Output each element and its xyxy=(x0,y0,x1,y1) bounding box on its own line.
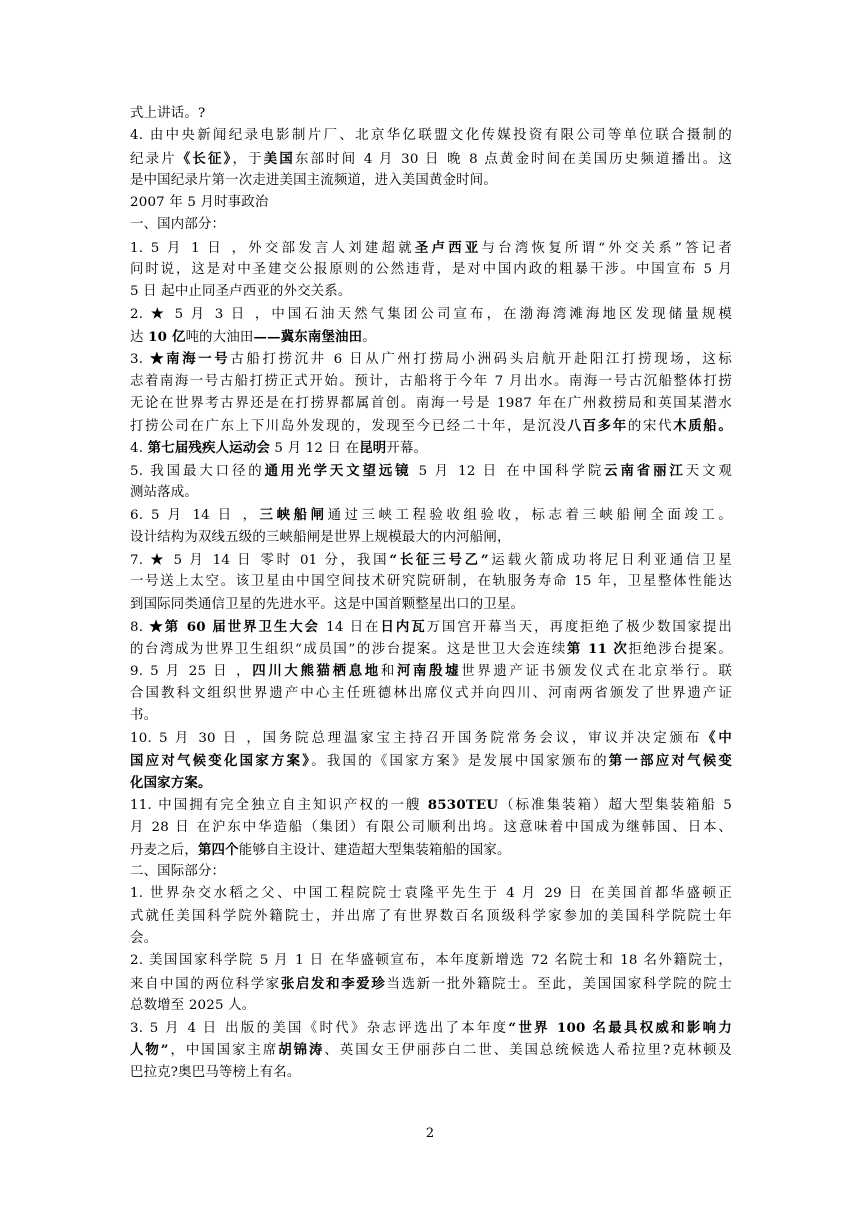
text-line xyxy=(130,125,732,147)
text-run: 无论在世界考古界还是在打捞界都属首创。南海一号是 1987 年在广州救捞局和英国某潜水 xyxy=(130,395,732,411)
text-line xyxy=(130,170,732,192)
bold-text: 第七届残疾人运动会 xyxy=(147,440,270,457)
text-run: 2. ★ 5 月 3 日 ，中国石油天然气集团公司宣布，在渤海湾滩海地区发现储量规模 xyxy=(130,306,732,322)
text-run: 10. 5 月 30 日 ，国务院总理温家宝主持召开国务院常务会议，审议并决定颁布 xyxy=(130,731,703,747)
text-line xyxy=(130,950,732,972)
text-line xyxy=(130,928,732,950)
bold-text: 四川大熊猫栖息地 xyxy=(252,663,381,680)
text-line xyxy=(130,794,732,816)
text-run: 9. 5 月 25 日 ， xyxy=(130,664,253,680)
text-run: 东部时间 4 月 30 日 晚 8 点黄金时间在美国历史频道播出。这 xyxy=(294,151,732,167)
text-run: 天文观 xyxy=(685,463,732,479)
text-line xyxy=(130,571,732,593)
text-run: 到国际同类通信卫星的先进水平。这是中国首颗整星出口的卫星。 xyxy=(130,596,525,612)
text-line xyxy=(130,326,732,348)
bold-text: 《中 xyxy=(702,730,732,747)
text-run: 的台湾成为世界卫生组织“成员国”的涉台提案。这是世卫大会连续 xyxy=(130,642,567,658)
text-run: 和 xyxy=(380,664,397,680)
bold-text: 国应对气候变化国家方案》 xyxy=(130,752,312,769)
text-line xyxy=(130,1017,732,1039)
text-line xyxy=(130,817,732,839)
text-line xyxy=(130,750,732,772)
text-line xyxy=(130,973,732,995)
text-run: 合国教科文组织世界遗产中心主任班德林出席仪式并向四川、河南两省颁发了世界遗产证 xyxy=(130,685,732,701)
text-run: 5. 我国最大口径的 xyxy=(130,463,265,479)
bold-text: 河南殷墟 xyxy=(396,663,462,680)
text-run: 一、国内部分： xyxy=(130,217,226,233)
bold-text: 《长征》 xyxy=(176,150,233,167)
text-line xyxy=(130,482,732,504)
bold-text: 木质船。 xyxy=(673,418,732,435)
text-line xyxy=(130,683,732,705)
bold-text: 云南省丽江 xyxy=(604,462,686,479)
text-run: 万国宫开幕当天，再度拒绝了极少数国家提出 xyxy=(426,619,732,635)
bold-text: 昆明 xyxy=(359,440,387,457)
text-run: 一号送上太空。该卫星由中国空间技术研究院研制，在轨服务寿命 15 年，卫星整体性能达 xyxy=(130,574,732,590)
text-line xyxy=(130,727,732,749)
text-line xyxy=(130,1062,732,1084)
bold-text: 第 11 次 xyxy=(566,641,629,658)
text-run: 达 xyxy=(130,329,149,345)
text-run: 的宋代 xyxy=(627,419,674,435)
text-run: （标准集装箱）超大型集装箱船 5 xyxy=(498,798,732,814)
text-line xyxy=(130,594,732,616)
text-line xyxy=(130,415,732,437)
text-line xyxy=(130,1039,732,1061)
bold-text: 8530TEU xyxy=(427,797,499,814)
text-run: 3. 5 月 4 日 出版的美国《时代》杂志评选出了本年度 xyxy=(130,1021,509,1037)
text-run: 1. 世界杂交水稻之父、中国工程院院士袁隆平先生于 4 月 29 日 在美国首都华盛顿正 xyxy=(130,886,732,902)
text-line xyxy=(130,638,732,660)
text-line xyxy=(130,148,732,170)
text-run: 11. 中国拥有完全独立自主知识产权的一艘 xyxy=(130,798,428,814)
text-run: 来自中国的两位科学家 xyxy=(130,976,281,992)
text-line xyxy=(130,705,732,727)
bold-text: “世界 100 名最具权威和影响力 xyxy=(508,1020,732,1037)
bold-text: ★南海一号 xyxy=(150,351,231,368)
text-run: 7. ★ 5 月 14 日 零时 01 分，我国 xyxy=(130,552,390,568)
text-line xyxy=(130,103,732,125)
text-run: 4. xyxy=(130,441,148,457)
text-run: 5 月 12 日 在中国科学院 xyxy=(411,463,605,479)
text-line xyxy=(130,995,732,1017)
text-run: 。 xyxy=(362,329,376,345)
text-line xyxy=(130,214,732,236)
text-line xyxy=(130,281,732,303)
text-line xyxy=(130,527,732,549)
page-number: 2 xyxy=(425,1126,435,1141)
bold-text: 张启发和李爱珍 xyxy=(280,975,387,992)
text-line xyxy=(130,883,732,905)
text-run: 月 28 日 在沪东中华造船（集团）有限公司顺利出坞。这意味着中国成为继韩国、日本、 xyxy=(130,819,732,835)
text-line xyxy=(130,192,732,214)
text-line xyxy=(130,861,732,883)
text-run: 吨的大油田 xyxy=(185,329,254,345)
text-run: 8. xyxy=(130,619,150,635)
bold-text: 化国家方案。 xyxy=(130,774,212,791)
text-line xyxy=(130,772,732,794)
text-line xyxy=(130,371,732,393)
text-run: 巴拉克?奥巴马等榜上有名。 xyxy=(130,1064,301,1080)
text-run: 二、国际部分： xyxy=(130,864,226,880)
bold-text: 10 亿 xyxy=(148,328,186,345)
bold-text: 圣卢西亚 xyxy=(414,239,482,256)
text-run: 测站落成。 xyxy=(130,485,198,501)
text-line xyxy=(130,237,732,259)
bold-text: 第一部应对气候变 xyxy=(608,752,732,769)
text-line xyxy=(130,616,732,638)
text-run: 问时说，这是对中圣建交公报原则的公然违背，是对中国内政的粗暴干涉。中国宣布 5 月 xyxy=(130,262,732,278)
text-run: 4. 由中央新闻纪录电影制片厂、北京华亿联盟文化传媒投资有限公司等单位联合摄制的 xyxy=(130,128,732,144)
text-run: 式上讲话。? xyxy=(130,106,206,121)
text-run: 2. 美国国家科学院 5 月 1 日 在华盛顿宣布，本年度新增选 72 名院士和 18 名外籍院士， xyxy=(130,953,732,969)
text-line xyxy=(130,259,732,281)
text-run: 6. 5 月 14 日 ， xyxy=(130,508,260,524)
text-line xyxy=(130,504,732,526)
text-line xyxy=(130,393,732,415)
text-run: 开幕。 xyxy=(386,441,428,457)
text-run: 5 月 12 日 在 xyxy=(269,441,360,457)
text-line xyxy=(130,549,732,571)
text-run: ，于 xyxy=(232,151,264,167)
text-run: 3. xyxy=(130,352,151,368)
text-run: 能够自主设计、建造超大型集装箱船的国家。 xyxy=(238,842,511,858)
text-run: 。我国的《国家方案》是发展中国家颁布的 xyxy=(311,753,609,769)
text-run: 运载火箭成功将尼日利亚通信卫星 xyxy=(488,552,732,568)
bold-text: 八百多年 xyxy=(567,418,628,435)
bold-text: “长征三号乙” xyxy=(389,551,489,568)
bold-text: ——冀东南堡油田 xyxy=(253,328,363,345)
text-run: 1. 5 月 1 日 ，外交部发言人刘建超就 xyxy=(130,240,415,256)
bold-text: 日内瓦 xyxy=(380,618,427,635)
bold-text: 人物” xyxy=(130,1042,169,1059)
text-line xyxy=(130,304,732,326)
text-line xyxy=(130,906,732,928)
text-run: 2007 年 5 月时事政治 xyxy=(130,195,269,211)
text-run: 古船打捞沉井 6 日从广州打捞局小洲码头启航开赴阳江打捞现场，这标 xyxy=(230,352,732,368)
text-run: 世界遗产证书颁发仪式在北京举行。联 xyxy=(461,664,732,680)
text-run: 当选新一批外籍院士。至此，美国国家科学院的院士 xyxy=(386,976,732,992)
text-run: 总数增至 2025 人。 xyxy=(130,997,256,1013)
text-run: 纪录片 xyxy=(130,151,177,167)
text-line xyxy=(130,839,732,861)
bold-text: 通用光学天文望远镜 xyxy=(264,462,412,479)
text-run: 是中国纪录片第一次走进美国主流频道，进入美国黄金时间。 xyxy=(130,172,497,188)
bold-text: ★第 60 届世界卫生大会 xyxy=(149,618,320,635)
bold-text: 三峡船闸 xyxy=(259,507,328,524)
text-run: 打捞公司在广东上下川岛外发现的，发现至今已经二十年，是沉没 xyxy=(130,419,568,435)
text-run: 与台湾恢复所谓“外交关系”答记者 xyxy=(481,240,732,256)
text-line xyxy=(130,660,732,682)
text-line xyxy=(130,460,732,482)
bold-text: 胡锦涛 xyxy=(278,1042,325,1059)
text-run: 式就任美国科学院外籍院士，并出席了有世界数百名顶级科学家参加的美国科学院院士年 xyxy=(130,908,732,924)
bold-text: 美国 xyxy=(263,150,295,167)
bold-text: 第四个 xyxy=(197,841,239,858)
text-run: 拒绝涉台提案。 xyxy=(628,642,732,658)
text-run: 志着南海一号古船打捞正式开始。预计，古船将于今年 7 月出水。南海一号古沉船整体打捞 xyxy=(130,373,732,389)
text-run: 设计结构为双线五级的三峡船闸是世界上规模最大的内河船闸， xyxy=(130,529,511,545)
text-line xyxy=(130,437,732,459)
text-run: 丹麦之后， xyxy=(130,842,198,858)
text-line xyxy=(130,348,732,370)
text-run: 书。 xyxy=(130,708,158,724)
text-run: 通过三峡工程验收组验收，标志着三峡船闸全面竣工。 xyxy=(327,508,732,524)
text-run: ，中国国家主席 xyxy=(168,1043,279,1059)
text-run: 、英国女王伊丽莎白二世、美国总统候选人希拉里?克林顿及 xyxy=(324,1043,732,1059)
text-run: 14 日在 xyxy=(319,619,381,635)
text-run: 5 日 起中止同圣卢西亚的外交关系。 xyxy=(130,284,352,300)
text-run: 会。 xyxy=(130,930,158,946)
document-body xyxy=(130,103,732,1084)
